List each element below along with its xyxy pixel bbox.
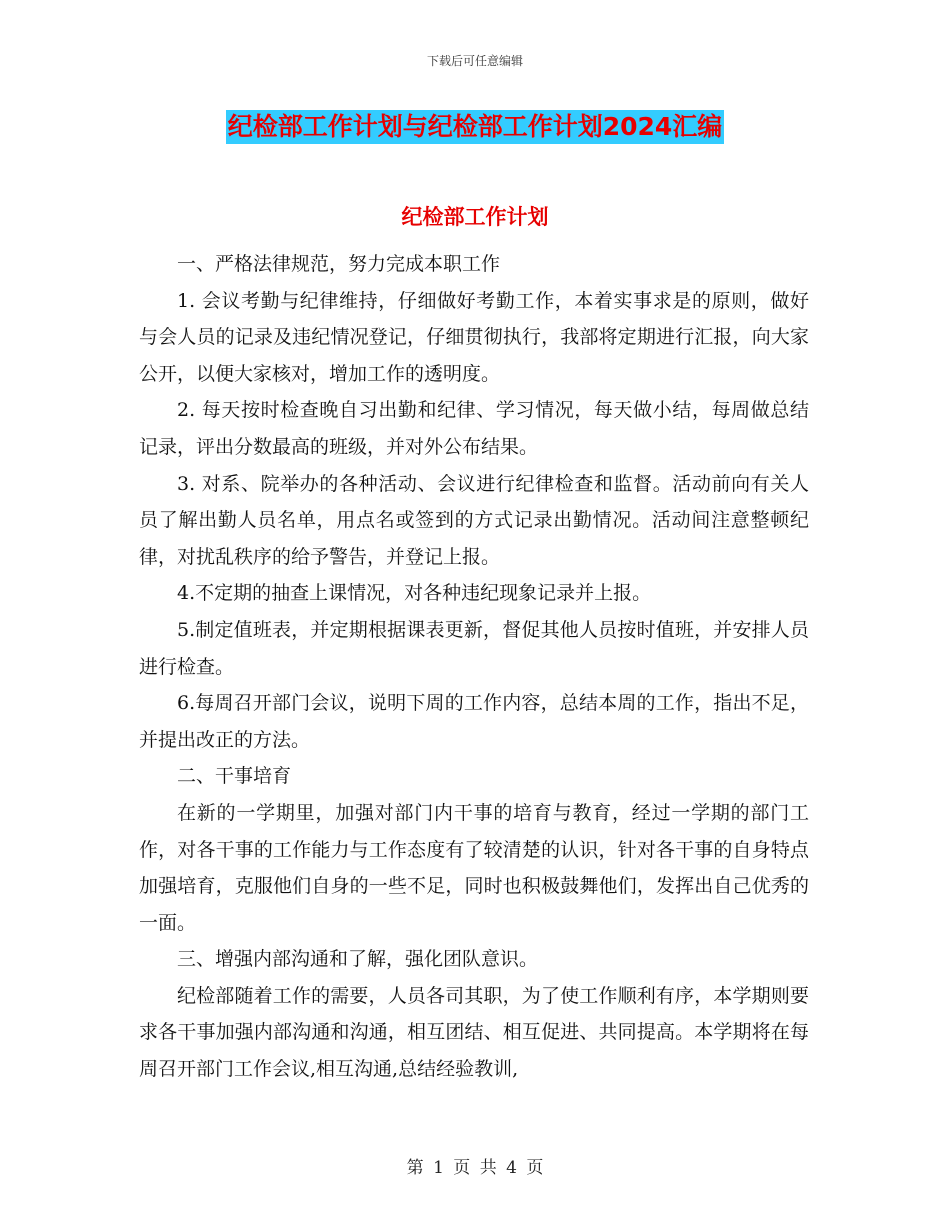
paragraph-item-1: 1. 会议考勤与纪律维持，仔细做好考勤工作，本着实事求是的原则，做好与会人员的记录及违纪情况登记，仔细贯彻执行，我部将定期进行汇报，向大家公开，以便大家核对，增加工作的透明度。 <box>139 289 809 385</box>
header-note: 下载后可任意编辑 <box>426 54 523 68</box>
paragraph-item-2: 2. 每天按时检查晚自习出勤和纪律、学习情况，每天做小结，每周做总结记录，评出分数最高的班级，并对外公布结果。 <box>139 399 809 458</box>
paragraph-item-4: 4.不定期的抽查上课情况，对各种违纪现象记录并上报。 <box>177 582 652 605</box>
paragraph-item-6: 6.每周召开部门会议，说明下周的工作内容，总结本周的工作，指出不足，并提出改正的方法。 <box>139 692 809 751</box>
document-title: 纪检部工作计划与纪检部工作计划2024汇编 <box>226 110 725 144</box>
paragraph-item-5: 5.制定值班表，并定期根据课表更新，督促其他人员按时值班，并安排人员进行检查。 <box>139 618 809 678</box>
page-footer: 第 1 页 共 4 页 <box>406 1158 544 1178</box>
body-text <box>139 246 809 1088</box>
paragraph-heading-2: 二、干事培育 <box>177 765 292 788</box>
paragraph-item-3: 3. 对系、院举办的各种活动、会议进行纪律检查和监督。活动前向有关人员了解出勤人员名单，用点名或签到的方式记录出勤情况。活动间注意整顿纪律，对扰乱秩序的给予警告，并登记上报。 <box>139 472 809 568</box>
paragraph-training: 在新的一学期里，加强对部门内干事的培育与教育，经过一学期的部门工作，对各干事的工作能力与工作态度有了较清楚的认识，针对各干事的自身特点加强培育，克服他们自身的一些不足，同时也积极鼓舞他们，发挥出自己优秀的一面。 <box>139 801 809 934</box>
title-block <box>0 110 950 144</box>
paragraph-heading-1: 一、严格法律规范，努力完成本职工作 <box>177 253 501 275</box>
paragraph-heading-3: 三、增强内部沟通和了解，强化团队意识。 <box>177 948 539 971</box>
paragraph-communication: 纪检部随着工作的需要，人员各司其职，为了使工作顺利有序，本学期则要求各干事加强内部沟通和沟通，相互团结、相互促进、共同提高。本学期将在每周召开部门工作会议,相互沟通,总结经验教训, <box>139 984 809 1081</box>
section-title: 纪检部工作计划 <box>401 205 549 229</box>
